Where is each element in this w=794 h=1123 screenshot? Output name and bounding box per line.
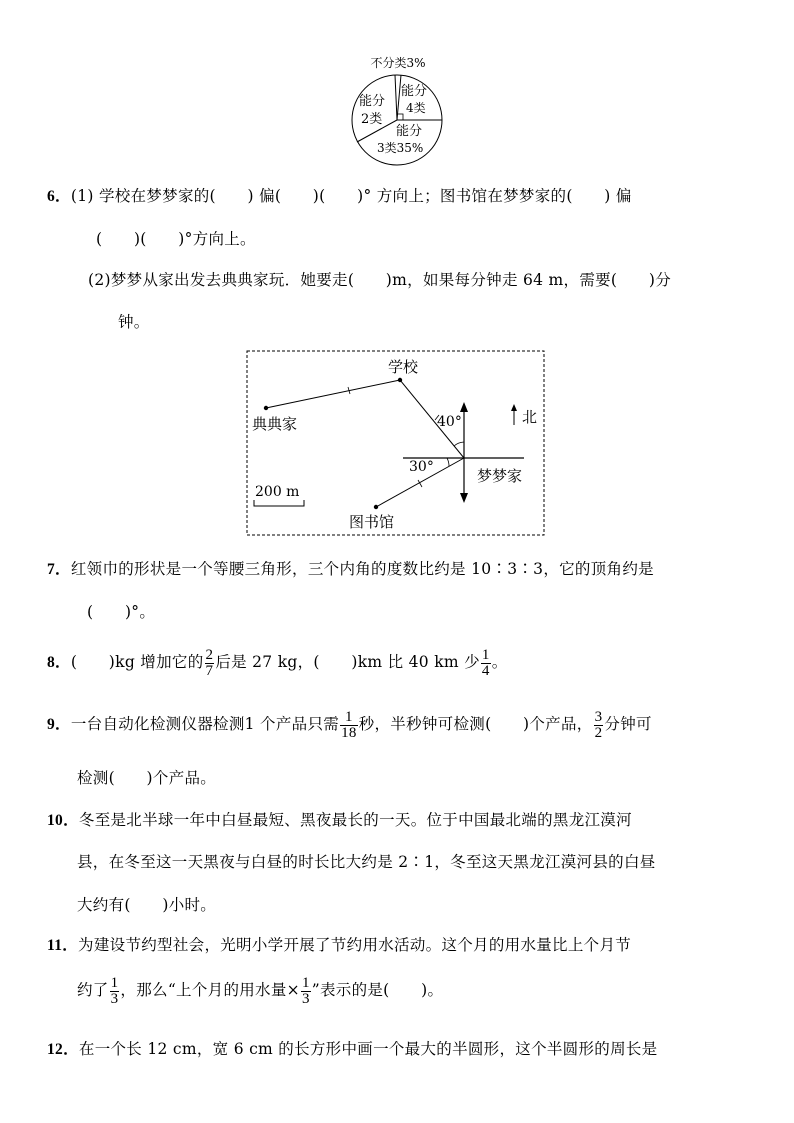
q11-text-part2: ，那么“上个月的用水量× [120, 981, 300, 999]
pie-label-two-b: 2类 [361, 112, 383, 127]
q8-line1 [47, 640, 508, 685]
q9-number: 9． [47, 716, 71, 733]
pie-chart [340, 45, 460, 175]
q9-line1 [47, 702, 652, 747]
q6-line1-text: (1) 学校在梦梦家的( ) 偏( )( )° 方向上；图书馆在梦梦家的( ) 偏 [70, 187, 632, 205]
q8-number: 8． [47, 654, 71, 671]
q7-line2: ( )°。 [87, 603, 156, 621]
q7-line1 [47, 557, 654, 579]
q6-line3: (2)梦梦从家出发去典典家玩．她要走( )m，如果每分钟走 64 m，需要( )分 [88, 271, 672, 289]
q9-frac2-num: 3 [594, 708, 603, 725]
q12-line1 [47, 1037, 658, 1059]
map-label-north: 北 [522, 408, 538, 426]
q9-fraction-1-18 [340, 710, 358, 741]
q8-frac1-num: 2 [205, 646, 214, 663]
q11-frac2-num: 1 [301, 974, 310, 991]
q7-number: 7． [47, 561, 71, 578]
pie-label-three-a: 能分 [396, 124, 423, 139]
q8-text-part2: 后是 27 kg，( )km 比 40 km 少 [215, 653, 480, 671]
q9-frac1-den: 18 [341, 724, 357, 741]
q10-number: 10． [47, 812, 79, 829]
map-scale-label: 200 m [255, 484, 300, 500]
q9-text-part3: 分钟可 [604, 715, 652, 733]
map-angle-30: 30° [409, 459, 434, 475]
q6-line1 [47, 184, 632, 206]
map-label-school: 学校 [388, 358, 419, 376]
q12-line1-text: 在一个长 12 cm，宽 6 cm 的长方形中画一个最大的半圆形，这个半圆形的周长是 [78, 1040, 658, 1058]
q12-number: 12． [47, 1041, 79, 1058]
pie-label-four-b: 4类 [406, 101, 426, 115]
q9-line2: 检测( )个产品。 [77, 769, 217, 787]
map-angle-40: 40° [437, 414, 462, 430]
pie-label-four-a: 能分 [401, 84, 428, 99]
q9-fraction-3-2 [594, 710, 604, 741]
q9-frac1-num: 1 [344, 708, 353, 725]
q11-line1-text: 为建设节约型社会，光明小学开展了节约用水活动。这个月的用水量比上个月节 [78, 936, 632, 954]
q9-text-part2: 秒，半秒钟可检测( )个产品， [358, 715, 593, 733]
q6-line4: 钟。 [118, 313, 150, 331]
q11-frac1-den: 3 [110, 990, 119, 1007]
q8-frac1-den: 7 [205, 662, 214, 679]
map-label-diandian: 典典家 [252, 415, 298, 433]
q8-frac2-num: 1 [481, 646, 490, 663]
q8-fraction-1-4 [481, 648, 491, 679]
q11-frac1-num: 1 [110, 974, 119, 991]
q9-frac2-den: 2 [594, 724, 603, 741]
q11-fraction-1-3-b [301, 976, 311, 1007]
q11-text-part3: ”表示的是( )。 [311, 981, 444, 999]
q10-line1 [47, 808, 632, 830]
pie-label-no-category: 不分类3% [370, 56, 426, 70]
pie-label-two-a: 能分 [359, 94, 386, 109]
pie-label-three-b: 3类35% [377, 141, 424, 155]
q8-text-part3: 。 [491, 653, 508, 671]
q11-line1 [47, 933, 631, 955]
q11-line2 [77, 968, 443, 1012]
q8-frac2-den: 4 [481, 662, 490, 679]
q11-text-part1: 约了 [77, 981, 109, 999]
q11-fraction-1-3-a [110, 976, 120, 1007]
map-label-mengmeng: 梦梦家 [477, 467, 523, 485]
q9-text-part1: 一台自动化检测仪器检测1 个产品只需 [70, 715, 340, 733]
map-label-library: 图书馆 [349, 513, 395, 531]
direction-map [246, 350, 546, 537]
q6-line2: ( )( )°方向上。 [96, 230, 256, 248]
q11-frac2-den: 3 [301, 990, 310, 1007]
q11-number: 11． [47, 937, 79, 954]
q10-line1-text: 冬至是北半球一年中白昼最短、黑夜最长的一天。位于中国最北端的黑龙江漠河 [78, 811, 632, 829]
q7-line1-text: 红领巾的形状是一个等腰三角形，三个内角的度数比约是 10∶3∶3，它的顶角约是 [70, 560, 654, 578]
q10-line3: 大约有( )小时。 [77, 896, 217, 914]
q8-fraction-2-7 [205, 648, 215, 679]
q10-line2: 县，在冬至这一天黑夜与白昼的时长比大约是 2∶1，冬至这天黑龙江漠河县的白昼 [77, 853, 656, 871]
q8-text-part1: ( )kg 增加它的 [70, 653, 204, 671]
q6-number: 6． [47, 188, 71, 205]
